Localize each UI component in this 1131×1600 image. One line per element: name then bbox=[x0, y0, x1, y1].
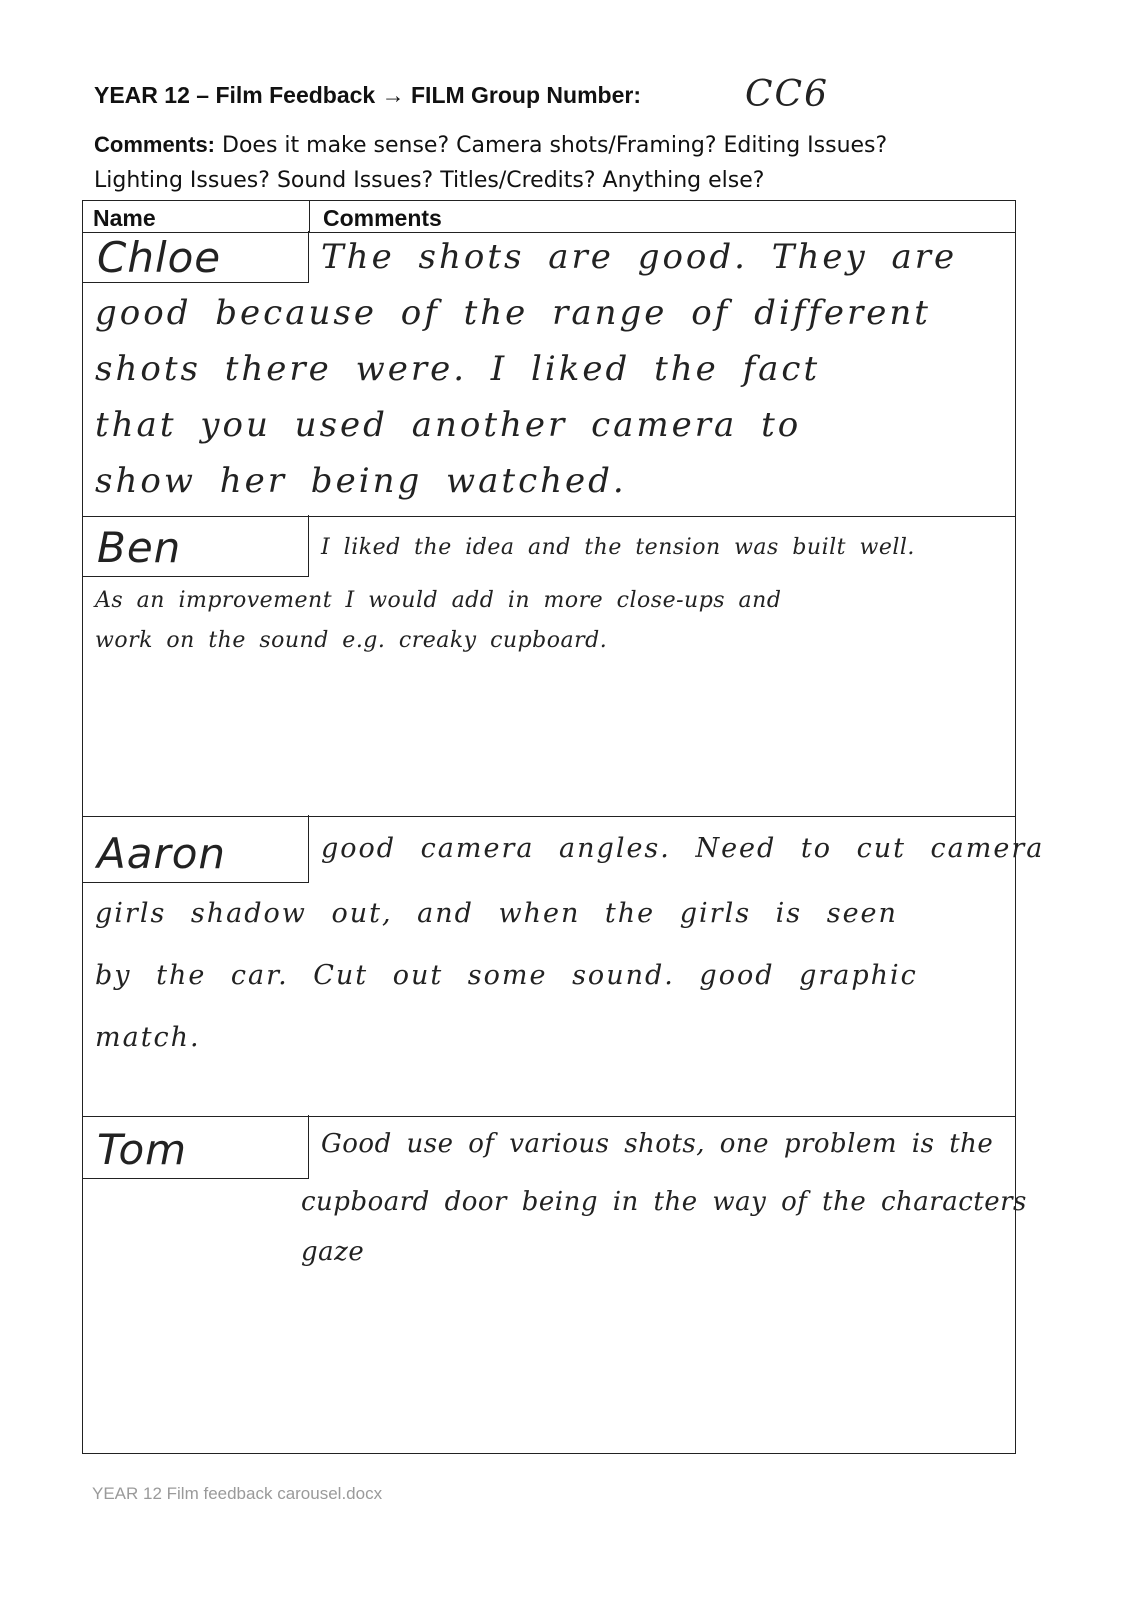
feedback-table bbox=[82, 200, 1045, 1454]
comment-line: I liked the idea and the tension was built well. bbox=[321, 535, 915, 560]
comments-prompt-line-2 bbox=[94, 168, 764, 193]
reviewer-name: Chloe bbox=[97, 233, 222, 282]
comment-line: gaze bbox=[301, 1237, 365, 1267]
group-number: CC6 bbox=[745, 74, 829, 115]
table-row bbox=[83, 515, 1015, 817]
comment-line: work on the sound e.g. creaky cupboard. bbox=[95, 628, 608, 653]
column-header-comments: Comments bbox=[323, 205, 442, 231]
reviewer-name: Tom bbox=[97, 1125, 188, 1174]
form-title bbox=[94, 82, 641, 109]
table-row bbox=[83, 231, 1015, 517]
comment-line: cupboard door being in the way of the characters bbox=[301, 1187, 1027, 1217]
comment-body bbox=[95, 285, 1007, 509]
comment-line: The shots are good. They are bbox=[321, 237, 958, 277]
comment-line: show her being watched. bbox=[95, 461, 627, 501]
comments-prompt-1: Does it make sense? Camera shots/Framing? Editing Issues? bbox=[222, 133, 888, 158]
reviewer-name: Aaron bbox=[97, 829, 227, 878]
name-cell bbox=[83, 231, 309, 283]
name-cell bbox=[83, 1115, 309, 1179]
comment-line: As an improvement I would add in more close-ups and bbox=[95, 588, 782, 613]
comment-line: good because of the range of different bbox=[95, 293, 931, 333]
comment-line: shots there were. I liked the fact bbox=[95, 349, 821, 389]
footer-filename: YEAR 12 Film feedback carousel.docx bbox=[92, 1484, 383, 1503]
comments-prompt-line-1 bbox=[94, 132, 887, 158]
comment-line: girls shadow out, and when the girls is seen bbox=[95, 898, 898, 929]
table-header bbox=[83, 201, 1015, 233]
name-cell bbox=[83, 515, 309, 577]
table-row bbox=[83, 815, 1045, 1117]
reviewer-name: Ben bbox=[97, 523, 182, 572]
column-header-name: Name bbox=[93, 205, 156, 231]
comment-line: Good use of various shots, one problem is the bbox=[321, 1129, 994, 1159]
comments-label: Comments: bbox=[94, 132, 216, 157]
comment-line: that you used another camera to bbox=[95, 405, 802, 445]
comment-body bbox=[95, 581, 1007, 661]
form-title-text: YEAR 12 – Film Feedback → FILM Group Number: bbox=[94, 82, 641, 108]
comments-prompt-2: Lighting Issues? Sound Issues? Titles/Credits? Anything else? bbox=[94, 168, 765, 193]
comment-line: good camera angles. Need to cut camera bbox=[321, 833, 1045, 864]
table-row bbox=[83, 1115, 1027, 1453]
comment-line: by the car. Cut out some sound. good graphic bbox=[95, 960, 918, 991]
header-divider bbox=[309, 201, 310, 233]
comment-body bbox=[301, 1177, 1027, 1277]
name-cell bbox=[83, 815, 309, 883]
comment-line: match. bbox=[95, 1022, 201, 1053]
comment-body bbox=[95, 883, 1007, 1069]
